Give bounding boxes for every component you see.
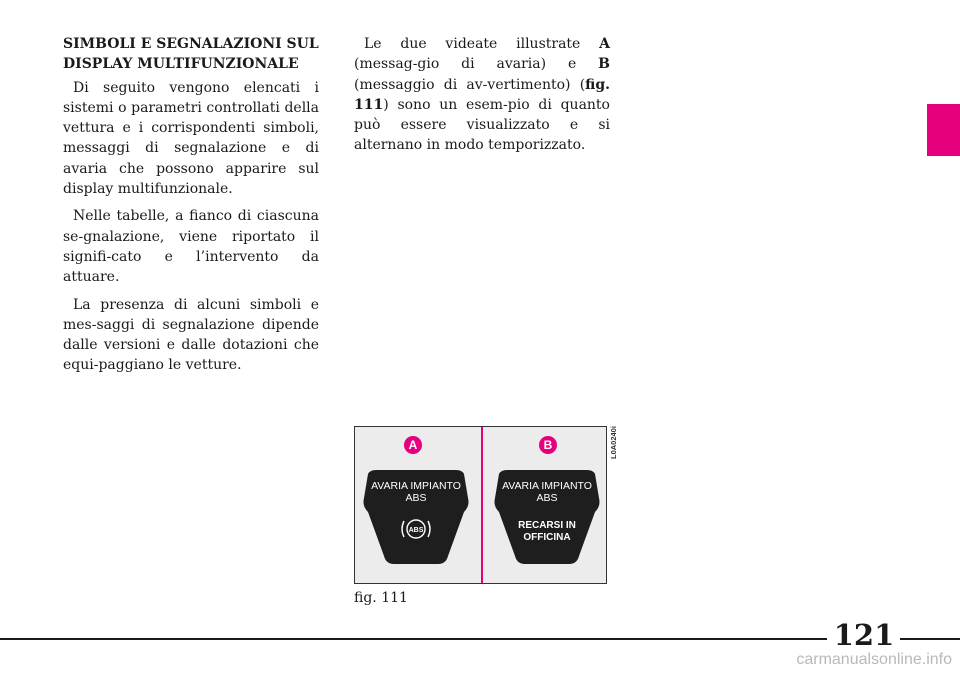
figure-divider [481, 427, 483, 583]
abs-warning-icon [399, 516, 433, 542]
display-screen-a [360, 468, 472, 568]
page-number: 121 [833, 618, 895, 652]
figure-111 [354, 426, 607, 584]
display-b-title: AVARIA IMPIANTO ABS [502, 480, 592, 504]
display-screen-b [491, 468, 603, 568]
section-tab-marker [927, 104, 960, 156]
paragraph-screens: Le due videate illustrate A (messag-gio di avaria) e B (messaggio di av-vertimento) (fig. 111) sono un esem-pio di quanto può essere visualizzato e si alternano in modo temporizzato. [354, 36, 610, 154]
footer-rule-right [900, 638, 960, 640]
paragraph-tables: Nelle tabelle, a fianco di ciascuna se-gnalazione, viene riportato il signifi-cato e l’intervento da attuare. [63, 208, 319, 286]
figure-reference: fig. 111 [354, 76, 610, 113]
svg-text:ABS: ABS [408, 527, 424, 534]
left-column [63, 34, 319, 383]
display-a-title: AVARIA IMPIANTO ABS [371, 480, 461, 504]
watermark: carmanualsonline.info [796, 651, 952, 668]
figure-caption: fig. 111 [354, 590, 408, 606]
section-heading: SIMBOLI E SEGNALAZIONI SUL DISPLAY MULTIFUNZIONALE [63, 36, 319, 73]
badge-a: A [404, 436, 422, 454]
badge-b: B [539, 436, 557, 454]
svg-text:L0A0240i: L0A0240i [609, 426, 618, 459]
paragraph-versions: La presenza di alcuni simboli e mes-saggi di segnalazione dipende dalle versioni e dalle dotazioni che equi-paggiano le vetture. [63, 296, 319, 374]
display-b-subtitle: RECARSI IN OFFICINA [518, 520, 576, 543]
paragraph-intro: Di seguito vengono elencati i sistemi o parametri controllati della vettura e i corrispondenti simboli, messaggi di segnalazione e di avaria che possono apparire sul display multifunzionale. [63, 79, 319, 198]
figure-code [607, 426, 619, 460]
right-column [354, 34, 610, 163]
footer-rule-left [0, 638, 827, 640]
